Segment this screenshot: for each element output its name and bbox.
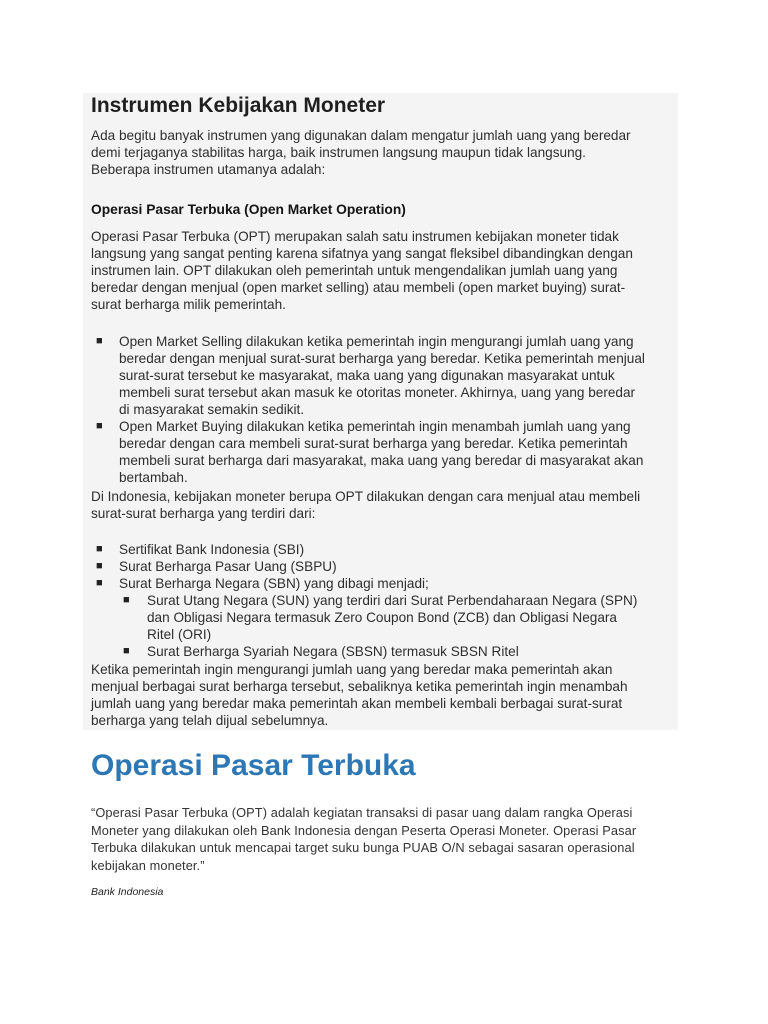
list-item-sbn: Surat Berharga Negara (SBN) yang dibagi menjadi; (119, 576, 429, 591)
closing-line: jumlah uang yang beredar maka pemerintah akan membeli kembali berbagai surat-surat (91, 696, 623, 711)
quote-source: Bank Indonesia (91, 886, 164, 898)
closing-line: menjual berbagai surat berharga tersebut, sebaliknya ketika pemerintah ingin menambah (91, 679, 628, 694)
quote-line: kebijakan moneter.” (91, 857, 205, 873)
indonesia-paragraph (91, 488, 640, 522)
opt-line: instrumen lain. OPT dilakukan oleh pemerintah untuk mengendalikan jumlah uang yang (91, 263, 618, 278)
closing-line: Ketika pemerintah ingin mengurangi jumlah uang yang beredar maka pemerintah akan (91, 662, 613, 677)
section-heading: Operasi Pasar Terbuka (91, 749, 416, 782)
list-item-line: membeli surat berharga dari masyarakat, maka uang yang beredar di masyarakat akan (119, 453, 644, 468)
list-item-line: di masyarakat semakin sedikit. (119, 402, 305, 417)
opt-paragraph (91, 228, 633, 313)
sublist-item-line: Surat Utang Negara (SUN) yang terdiri dari Surat Perbendaharaan Negara (SPN) (147, 593, 638, 608)
list-item-line: Open Market Selling dilakukan ketika pemerintah ingin mengurangi jumlah uang yang (119, 334, 634, 349)
list-item-line: bertambah. (119, 470, 188, 485)
opt-line: Operasi Pasar Terbuka (OPT) merupakan salah satu instrumen kebijakan moneter tidak (91, 229, 619, 244)
quote-line: Moneter yang dilakukan oleh Bank Indonesia dengan Peserta Operasi Moneter. Operasi Pasar (91, 822, 637, 838)
opt-line: langsung yang sangat penting karena sifatnya yang sangat fleksibel dibandingkan dengan (91, 246, 633, 261)
square-bullet-icon: ■ (96, 560, 103, 572)
quote-line: Terbuka dilakukan untuk mencapai target suku bunga PUAB O/N sebagai sasaran operasional (91, 840, 635, 855)
square-bullet-icon: ■ (96, 577, 103, 589)
indonesia-line: Di Indonesia, kebijakan moneter berupa OPT dilakukan dengan cara menjual atau membeli (91, 489, 641, 504)
page-title: Instrumen Kebijakan Moneter (91, 94, 386, 117)
intro-line: Ada begitu banyak instrumen yang digunakan dalam mengatur jumlah uang yang beredar (91, 128, 631, 143)
sublist-item-line: Surat Berharga Syariah Negara (SBSN) termasuk SBSN Ritel (147, 644, 519, 659)
list-item-sbi: Sertifikat Bank Indonesia (SBI) (119, 542, 305, 557)
list-item-line: beredar dengan menjual surat-surat berharga yang beredar. Ketika pemerintah menjual (119, 351, 645, 366)
list-item-sbpu: Surat Berharga Pasar Uang (SBPU) (119, 559, 337, 574)
section-subheading: Operasi Pasar Terbuka (Open Market Operation) (91, 202, 406, 217)
list-item-line: beredar dengan cara membeli surat-surat berharga yang beredar. Ketika pemerintah (119, 436, 628, 451)
list-item-line: Open Market Buying dilakukan ketika pemerintah ingin menambah jumlah uang yang (119, 419, 631, 434)
sublist-item-line: dan Obligasi Negara termasuk Zero Coupon Bond (ZCB) dan Obligasi Negara (147, 610, 617, 625)
quote-block (91, 804, 636, 874)
square-bullet-icon: ■ (96, 543, 103, 555)
list-item-line: membeli surat tersebut akan masuk ke otoritas moneter. Akhirnya, uang yang beredar (119, 385, 636, 400)
indonesia-line: surat-surat berharga yang terdiri dari: (91, 506, 316, 521)
intro-paragraph (91, 127, 631, 178)
opt-line: beredar dengan menjual (open market selling) atau membeli (open market buying) surat- (91, 280, 626, 295)
quote-line: “Operasi Pasar Terbuka (OPT) adalah kegiatan transaksi di pasar uang dalam rangka Operasi (91, 805, 633, 820)
intro-line: Beberapa instrumen utamanya adalah: (91, 162, 326, 177)
intro-line: demi terjaganya stabilitas harga, baik instrumen langsung maupun tidak langsung. (91, 145, 586, 160)
square-bullet-icon: ■ (96, 335, 103, 347)
square-bullet-icon: ■ (96, 420, 103, 432)
sublist-item-sbsn (147, 643, 519, 660)
closing-paragraph (91, 661, 628, 729)
opt-line: surat berharga milik pemerintah. (91, 297, 286, 312)
list-item-open-market-buying (119, 418, 643, 486)
sublist-item-sun (147, 592, 637, 643)
sublist-item-line: Ritel (ORI) (147, 627, 212, 642)
list-item-line: surat-surat tersebut ke masyarakat, maka uang yang digunakan masyarakat untuk (119, 368, 615, 383)
square-bullet-icon: ■ (123, 594, 130, 606)
square-bullet-icon: ■ (123, 645, 130, 657)
closing-line: berharga yang telah dijual sebelumnya. (91, 713, 329, 728)
list-item-open-market-selling (119, 333, 645, 418)
